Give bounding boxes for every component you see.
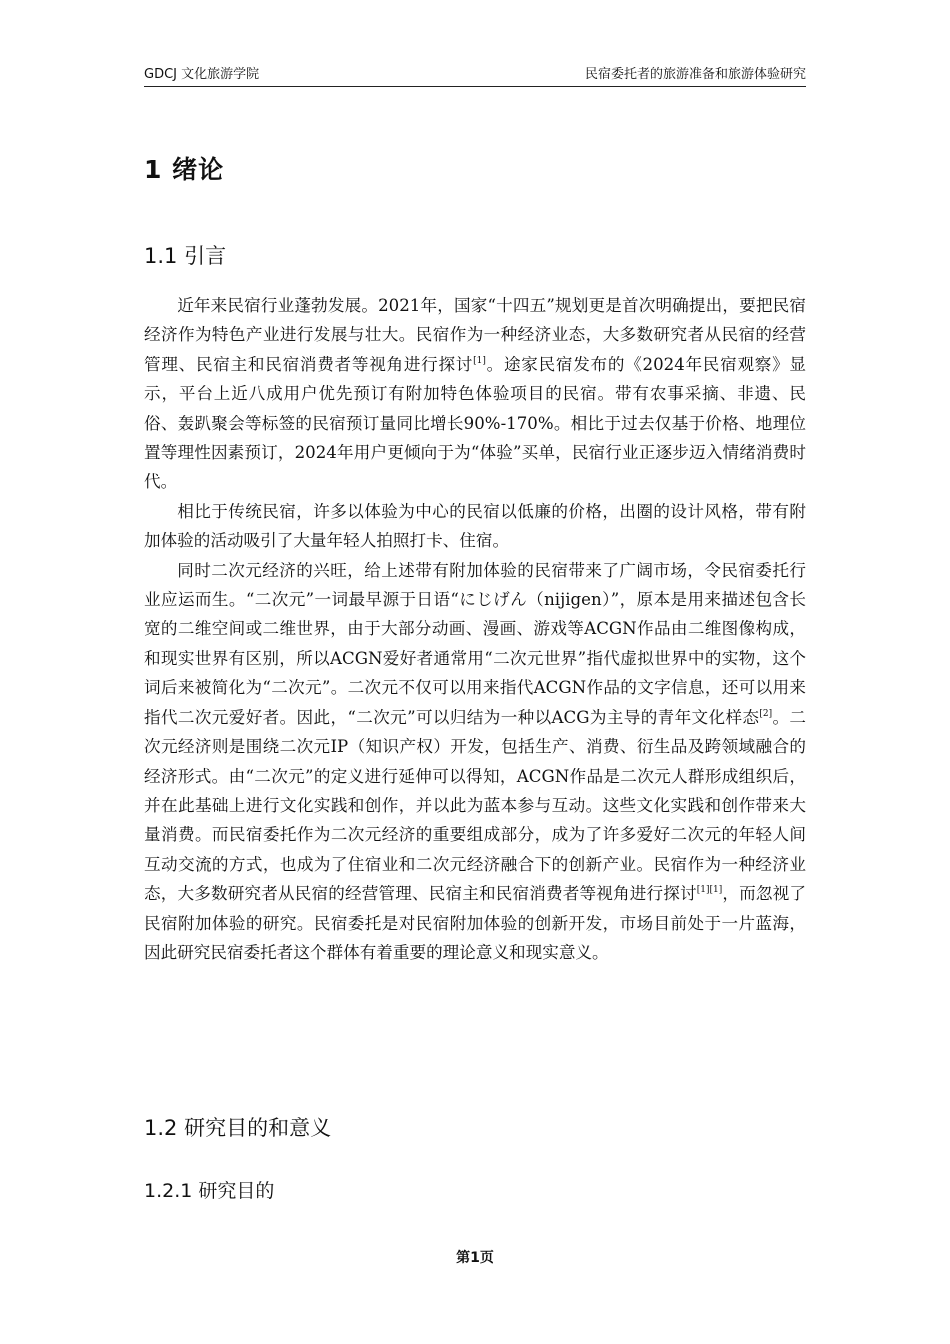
paragraph-1-text-b: 。途家民宿发布的《2024年民宿观察》显示，平台上近八成用户优先预订有附加特色体验项目的民宿。带有农事采摘、非遗、民俗、轰趴聚会等标签的民宿预订量同比增长90%-170%。相比于过去仅基于价格、地理位置等理性因素预订，2024年用户更倾向于为“体验”买单，民宿行业正逐步迈入情绪消费时代。 [144,354,807,492]
paragraph-3-text-b: 。二次元经济则是围绕二次元IP（知识产权）开发，包括生产、消费、衍生品及跨领域融合的经济形式。由“二次元”的定义进行延伸可以得知，ACGN作品是二次元人群形成组织后，并在此基础上进行文化实践和创作，并以此为蓝本参与互动。这些文化实践和创作带来大量消费。而民宿委托作为二次元经济的重要组成部分，成为了许多爱好二次元的年轻人间互动交流的方式，也成为了住宿业和二次元经济融合下的创新产业。民宿作为一种经济业态，大多数研究者从民宿的经营管理、民宿主和民宿消费者等视角进行探讨 [144,707,806,904]
paragraph-3-text-c: ，而忽视了民宿附加体验的研究。民宿委托是对民宿附加体验的创新开发，市场目前处于一片蓝海，因此研究民宿委托者这个群体有着重要的理论意义和现实意义。 [144,884,806,962]
header-thesis-title: 民宿委托者的旅游准备和旅游体验研究 [584,67,806,82]
paragraph-1-text-a: 近年来民宿行业蓬勃发展。2021年，国家“十四五”规划更是首次明确提出，要把民宿经济作为特色产业进行发展与壮大。民宿作为一种经济业态，大多数研究者从民宿的经营管理、民宿主和民宿消费者等视角进行探讨 [144,296,806,374]
citation-ref-2: [2] [759,708,773,719]
page-header [144,66,806,87]
paragraph-3-text-a: 同时二次元经济的兴旺，给上述带有附加体验的民宿带来了广阔市场，令民宿委托行业应运而生。“二次元”一词最早源于日语“にじげん（nijigen）”，原本是用来描述包含长宽的二维空间或二维世界，由于大部分动画、漫画、游戏等ACGN作品由二维图像构成，和现实世界有区别，所以ACGN爱好者通常用“二次元世界”指代虚拟世界中的实物，这个词后来被简化为“二次元”。二次元不仅可以用来指代ACGN作品的文字信息，还可以用来指代二次元爱好者。因此，“二次元”可以归结为一种以ACG为主导的青年文化样态 [144,560,806,727]
page-number: 第1页 [456,1250,494,1266]
subsection-heading-1-2-1: 1.2.1 研究目的 [144,1180,275,1202]
paragraph-2: 相比于传统民宿，许多以体验为中心的民宿以低廉的价格，出圈的设计风格，带有附加体验的活动吸引了大量年轻人拍照打卡、住宿。 [144,501,806,551]
citation-ref-3: [1][1] [696,885,723,896]
chapter-title: 1 绪论 [144,155,225,184]
section-heading-1-1: 1.1 引言 [144,244,227,268]
header-institution: GDCJ 文化旅游学院 [144,67,260,82]
section-heading-1-2: 1.2 研究目的和意义 [144,1116,332,1140]
body-text [144,291,806,967]
paragraph-3 [144,556,806,968]
paragraph-1 [144,291,806,497]
citation-ref-1: [1] [473,355,486,366]
